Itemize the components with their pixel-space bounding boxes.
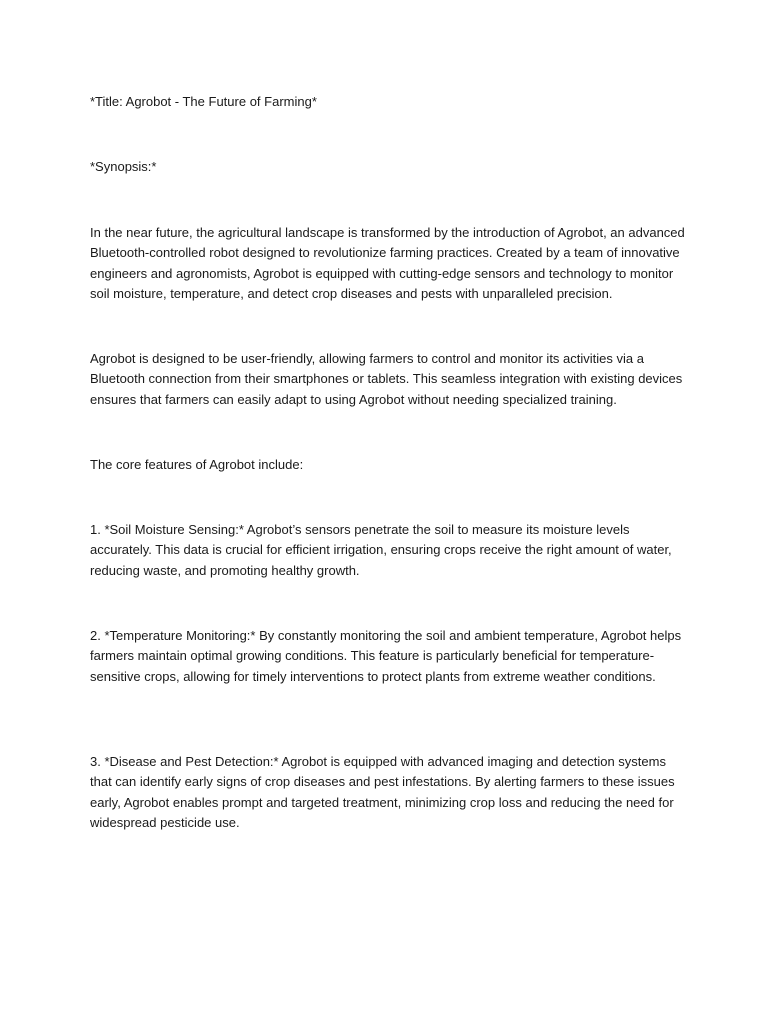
synopsis-paragraph-intro: In the near future, the agricultural landscape is transformed by the introduction of Agrobot, an advanced Bluetooth-controlled robot designed to revolutionize farming practices. Created by a team of innovative engineers and agronomists, Agrobot is equipped with cutting-edge sensors and technology to monitor soil moisture, temperature, and detect crop diseases and pests with unparalleled precision. bbox=[90, 225, 685, 301]
features-intro: The core features of Agrobot include: bbox=[90, 457, 304, 472]
feature-disease-pest-detection: 3. *Disease and Pest Detection:* Agrobot is equipped with advanced imaging and detection systems that can identify early signs of crop diseases and pest infestations. By alerting farmers to these issues early, Agrobot enables prompt and targeted treatment, minimizing crop loss and reducing the need for widespread pesticide use. bbox=[90, 754, 675, 830]
synopsis-paragraph-usability: Agrobot is designed to be user-friendly, allowing farmers to control and monitor its activities via a Bluetooth connection from their smartphones or tablets. This seamless integration with existing devices ensures that farmers can easily adapt to using Agrobot without needing specialized training. bbox=[90, 351, 683, 407]
document-title: *Title: Agrobot - The Future of Farming* bbox=[90, 94, 317, 109]
synopsis-heading: *Synopsis:* bbox=[90, 159, 157, 174]
feature-temperature-monitoring: 2. *Temperature Monitoring:* By constantly monitoring the soil and ambient temperature, Agrobot helps farmers maintain optimal growing conditions. This feature is particularly beneficial for temperature-sensitive crops, allowing for timely interventions to protect plants from extreme weather conditions. bbox=[90, 628, 682, 684]
feature-soil-moisture: 1. *Soil Moisture Sensing:* Agrobot’s sensors penetrate the soil to measure its moisture levels accurately. This data is crucial for efficient irrigation, ensuring crops receive the right amount of water, reducing waste, and promoting healthy growth. bbox=[90, 522, 672, 578]
